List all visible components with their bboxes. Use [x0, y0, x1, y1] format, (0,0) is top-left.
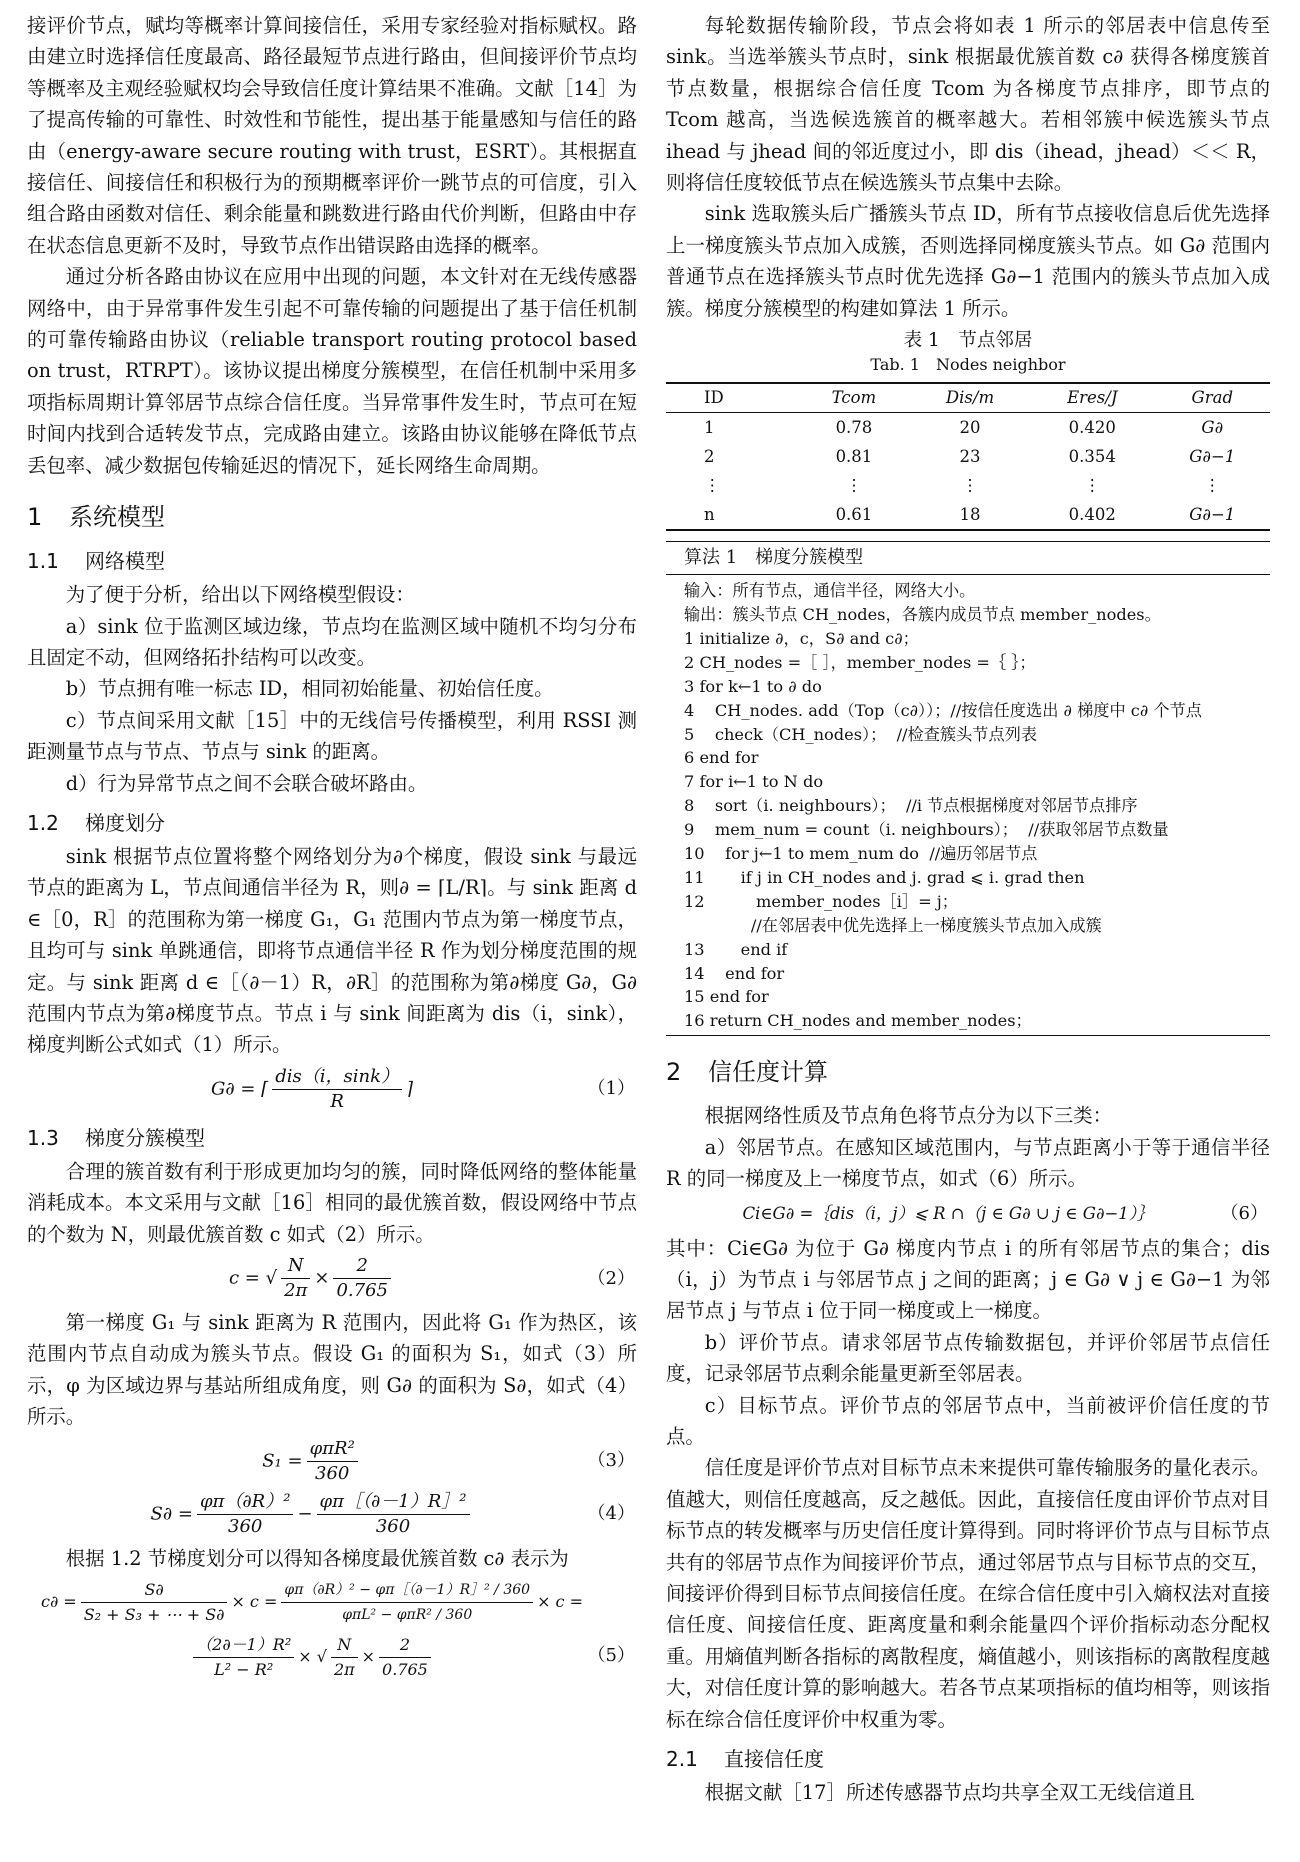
eq5-numerator-2: φπ（∂R）² − φπ［（∂－1）R］² / 360	[281, 1578, 533, 1603]
eq4-numerator-1: φπ（∂R）²	[197, 1490, 294, 1515]
eq3-lhs: S₁ =	[262, 1450, 303, 1472]
algorithm-title: 算法 1 梯度分簇模型	[666, 541, 1270, 575]
table-row	[666, 413, 1270, 443]
equation-number: （5）	[587, 1645, 635, 1667]
table-cell: 2	[704, 447, 715, 467]
eq3-denominator: 360	[315, 1462, 350, 1484]
eq5-denominator-5: 0.765	[382, 1660, 428, 1680]
eq5-fraction-4	[331, 1633, 358, 1682]
left-column	[25, 10, 637, 1862]
table-row	[666, 471, 1270, 500]
eq5-numerator-4: N	[331, 1633, 358, 1658]
table-header: Dis/m	[945, 388, 995, 408]
eq2-lhs: c = √	[229, 1267, 278, 1289]
algorithm-line: 9 mem_num = count（i. neighbours）； //获取邻居节点数量	[684, 820, 1169, 840]
eq2-operator: ×	[314, 1267, 330, 1289]
eq5-fraction-3	[193, 1633, 294, 1682]
equation-number: （4）	[587, 1503, 635, 1525]
eq2-fraction-2	[333, 1254, 391, 1303]
table-header: Grad	[1191, 388, 1234, 408]
table-header: Tcom	[831, 388, 877, 408]
section-heading-system-model	[27, 499, 637, 535]
eq4-denominator-1: 360	[228, 1515, 263, 1537]
table-header: Eres/J	[1067, 388, 1118, 408]
eq5-operator-2: × c =	[537, 1592, 584, 1612]
table-cell: 0.61	[835, 505, 873, 525]
clustering-paragraph-3: 根据 1.2 节梯度划分可以得知各梯度最优簇首数 c∂ 表示为	[65, 1546, 569, 1570]
table-cell: 0.81	[835, 447, 873, 467]
table-cell: 1	[704, 418, 715, 438]
table-cell: ⋮	[1084, 476, 1101, 496]
section-title: 系统模型	[69, 503, 165, 532]
assumption-b: b）节点拥有唯一标志 ID，相同初始能量、初始信任度。	[65, 677, 554, 701]
eq3-fraction	[307, 1437, 358, 1486]
trust-type-b: b）评价节点。请求邻居节点传输数据包，并评价邻居节点信任度，记录邻居节点剩余能量更新至邻居表。	[666, 1330, 1270, 1386]
intro-paragraph-1: 接评价节点，赋均等概率计算间接信任，采用专家经验对指标赋权。路由建立时选择信任度最高、路径最短节点进行路由，但间接评价节点均等概率及主观经验赋权均会导致信任度计算结果不准确。文献［14］为了提高传输的可靠性、时效性和节能性，提出基于能量感知与信任的路由（energy-aware secure routing with trust，ESRT）。其根据直接信任、间接信任和积极行为的预期概率评价一跳节点的可信度，引入组合路由函数对信任、剩余能量和跳数进行路由代价判断，但路由中存在状态信息更新不及时，导致节点作出错误路由选择的概率。	[27, 14, 637, 257]
algorithm-line: 2 CH_nodes =［ ］，member_nodes =｛ ｝；	[684, 652, 1036, 672]
eq4-denominator-2: 360	[375, 1515, 411, 1537]
eq5-operator-4: ×	[361, 1647, 376, 1667]
table-cell: G∂−1	[1189, 505, 1236, 525]
right-paragraph-2: sink 选取簇头后广播簇头节点 ID，所有节点接收信息后优先选择上一梯度簇头节点加入成簇，否则选择同梯度簇头节点。如 G∂ 范围内普通节点在选择簇头节点时优先选择 G∂−1 范围内的簇头节点加入成簇。梯度分簇模型的构建如算法 1 所示。	[666, 202, 1270, 320]
subsection-title: 网络模型	[85, 549, 165, 574]
subsection-title: 梯度划分	[85, 810, 165, 835]
table-row	[666, 442, 1270, 471]
trust-type-a-explanation: 其中：Ci∈G∂ 为位于 G∂ 梯度内节点 i 的所有邻居节点的集合；dis（i，j）为节点 i 与邻居节点 j 之间的距离；j ∈ G∂ ∨ j ∈ G∂−1 为邻居节点 j 与节点 i 位于同一梯度或上一梯度。	[666, 1236, 1270, 1323]
table-cell: ⋮	[1204, 476, 1221, 496]
eq4-fraction-2	[317, 1490, 470, 1539]
algorithm-line: 16 return CH_nodes and member_nodes；	[684, 1011, 1032, 1031]
assumption-d: d）行为异常节点之间不会联合破坏路由。	[65, 771, 428, 795]
eq5-operator-1: × c =	[231, 1592, 278, 1612]
equation-1	[27, 1065, 637, 1114]
eq5-fraction-2	[281, 1578, 533, 1627]
direct-trust-paragraph: 根据文献［17］所述传感器节点均共享全双工无线信道且	[704, 1781, 1195, 1804]
table-cell: G∂−1	[1189, 447, 1236, 467]
intro-paragraph-2: 通过分析各路由协议在应用中出现的问题，本文针对在无线传感器网络中，由于异常事件发生引起不可靠传输的问题提出了基于信任机制的可靠传输路由协议（reliable transport routing protocol based on trust，RTRPT）。该协议提出梯度分簇模型，在信任机制中采用多项指标周期计算邻居节点综合信任度。当异常事件发生时，节点可在短时间内找到合适转发节点，完成路由建立。该路由协议能够在降低节点丢包率、减少数据包传输延迟的情况下，延长网络生命周期。	[27, 265, 637, 477]
algorithm-line: //在邻居表中优先选择上一梯度簇头节点加入成簇	[684, 915, 1102, 935]
assumption-a: a）sink 位于监测区域边缘，节点均在监测区域中随机不均匀分布且固定不动，但网络拓扑结构可以改变。	[27, 614, 637, 669]
table-cell: ⋮	[704, 476, 721, 496]
section-title: 信任度计算	[708, 1058, 828, 1087]
algorithm-line: 4 CH_nodes. add（Top（c∂））；//按信任度选出 ∂ 梯度中 c∂ 个节点	[684, 700, 1202, 720]
algorithm-end-rule	[666, 1033, 1270, 1036]
section-number: 2	[666, 1058, 682, 1087]
clustering-paragraph-1: 合理的簇首数有利于形成更加均匀的簇，同时降低网络的整体能量消耗成本。本文采用与文献［16］相同的最优簇首数，假设网络中节点的个数为 N，则最优簇首数 c 如式（2）所示。	[27, 1159, 637, 1246]
algorithm-line: 3 for k←1 to ∂ do	[684, 676, 822, 696]
table-cell: G∂	[1201, 418, 1224, 438]
eq5-denominator-4: 2π	[333, 1660, 355, 1680]
subsection-number: 1.3	[27, 1125, 59, 1150]
equation-4	[27, 1490, 637, 1539]
eq5-denominator-2: φπL² − φπR² / 360	[342, 1607, 473, 1624]
gradient-paragraph: sink 根据节点位置将整个网络划分为∂个梯度，假设 sink 与最远节点的距离为 L，节点间通信半径为 R，则∂ = ⌈L/R⌉。与 sink 距离 d ∈［0，R］的范围称为第一梯度 G₁，G₁ 范围内节点为第一梯度节点，且均可与 sink 单跳通信，即将节点通信半径 R 作为划分梯度范围的规定。与 sink 距离 d ∈［（∂－1）R，∂R］的范围称为第∂梯度 G∂，G∂范围内节点为第∂梯度节点。节点 i 与 sink 间距离为 dis（i，sink），梯度判断公式如式（1）所示。	[27, 844, 637, 1057]
equation-6	[666, 1199, 1270, 1229]
subsection-title: 梯度分簇模型	[85, 1125, 205, 1150]
algorithm-line: 7 for i←1 to N do	[684, 772, 824, 792]
table-caption-cn: 表 1 节点邻居	[903, 330, 1033, 352]
subsection-heading-clustering	[27, 1122, 637, 1154]
equation-5	[27, 1578, 637, 1682]
table-header-row	[666, 383, 1270, 413]
eq5-denominator-1: S₂ + S₃ + ⋯ + S∂	[83, 1605, 225, 1625]
right-column	[658, 10, 1270, 1862]
algorithm-line: 1 initialize ∂，c，S∂ and c∂；	[684, 628, 919, 648]
eq5-numerator-3: （2∂－1）R²	[193, 1633, 294, 1658]
subsection-title: 直接信任度	[724, 1747, 824, 1771]
algorithm-line: 11 if j in CH_nodes and j. grad ⩽ i. grad then	[684, 867, 1085, 887]
subsection-number: 1.2	[27, 810, 59, 835]
algorithm-line: 14 end for	[684, 963, 785, 983]
trust-intro: 根据网络性质及节点角色将节点分为以下三类：	[704, 1104, 1112, 1128]
eq4-fraction-1	[197, 1490, 294, 1539]
table-cell: 0.420	[1068, 418, 1116, 438]
clustering-paragraph-2: 第一梯度 G₁ 与 sink 距离为 R 范围内，因此将 G₁ 作为热区，该范围内节点自动成为簇头节点。假设 G₁ 的面积为 S₁，如式（3）所示，φ 为区域边界与基站所组成角度，则 G∂ 的面积为 S∂，如式（4）所示。	[27, 1311, 637, 1429]
trust-type-c: c）目标节点。评价节点的邻居节点中，当前被评价信任度的节点。	[666, 1393, 1270, 1448]
network-intro: 为了便于分析，给出以下网络模型假设：	[65, 583, 415, 607]
trust-main-paragraph: 信任度是评价节点对目标节点未来提供可靠传输服务的量化表示。值越大，则信任度越高，反之越低。因此，直接信任度由评价节点对目标节点的转发概率与历史信任度计算得到。同时将评价节点与目标节点共有的邻居节点作为间接评价节点，通过邻居节点与目标节点的交互，间接评价得到目标节点间接信任度。在综合信任度中引入熵权法对直接信任度、间接信任度、距离度量和剩余能量四个评价指标动态分配权重。用熵值判断各指标的离散程度，熵值越小，则该指标的离散程度越大，对信任度计算的影响越大。若各节点某项指标的值均相等，则该指标在综合信任度评价中权重为零。	[666, 1456, 1270, 1731]
eq2-numerator-2: 2	[333, 1254, 391, 1279]
algorithm-line: 8 sort（i. neighbours）； //i 节点根据梯度对邻居节点排序	[684, 796, 1138, 816]
table-cell: 0.78	[835, 418, 873, 438]
eq5-operator-3: × √	[298, 1647, 327, 1667]
eq5-lhs: c∂ =	[40, 1592, 77, 1612]
table-cell: ⋮	[961, 476, 979, 496]
eq1-lhs: G∂ = ⌈	[210, 1078, 269, 1100]
table-caption-en: Tab. 1 Nodes neighbor	[870, 355, 1066, 375]
equation-number: （6）	[1220, 1202, 1268, 1224]
nodes-neighbor-table	[666, 382, 1270, 531]
table-cell: n	[704, 505, 715, 525]
table-cell: 23	[959, 447, 981, 467]
subsection-heading-direct-trust	[666, 1743, 1270, 1775]
section-number: 1	[27, 503, 43, 532]
table-cell: ⋮	[845, 476, 863, 496]
table-row	[666, 500, 1270, 530]
eq5-numerator-1: S∂	[81, 1578, 228, 1603]
eq1-rhs: ⌉	[405, 1078, 414, 1100]
algorithm-line: 12 member_nodes［i］= j；	[684, 891, 958, 911]
eq5-denominator-3: L² − R²	[214, 1660, 274, 1680]
eq1-numerator: dis（i，sink）	[272, 1065, 402, 1090]
section-heading-trust	[666, 1054, 1270, 1090]
algorithm-line: 13 end if	[684, 939, 788, 959]
eq1-fraction	[272, 1065, 402, 1114]
right-paragraph-1: 每轮数据传输阶段，节点会将如表 1 所示的邻居表中信息传至 sink。当选举簇头节点时，sink 根据最优簇首数 c∂ 获得各梯度簇首节点数量，根据综合信任度 Tcom 为各梯度节点排序，即节点的 Tcom 越高，当选候选簇首的概率越大。若相邻簇中候选簇头节点 ihead 与 jhead 间的邻近度过小，即 dis（ihead，jhead）＜＜ R，则将信任度较低节点在候选簇头节点集中去除。	[666, 14, 1270, 195]
table-cell: 0.402	[1068, 505, 1116, 525]
eq6-body: Ci∈G∂ =｛dis（i，j）⩽ R ∩（j ∈ G∂ ∪ j ∈ G∂−1）｝	[742, 1203, 1154, 1223]
eq5-fraction-1	[81, 1578, 228, 1627]
table-cell: 18	[959, 505, 981, 525]
algorithm-line: 6 end for	[684, 748, 759, 768]
eq2-denominator-1: 2π	[284, 1280, 308, 1301]
equation-number: （2）	[587, 1267, 635, 1289]
subsection-number: 2.1	[666, 1747, 698, 1771]
eq2-denominator-2: 0.765	[336, 1280, 388, 1301]
assumption-c: c）节点间采用文献［15］中的无线信号传播模型，利用 RSSI 测距测量节点与节点、节点与 sink 的距离。	[27, 708, 637, 764]
eq3-numerator: φπR²	[307, 1437, 358, 1462]
algorithm-body	[666, 579, 1270, 1033]
eq1-denominator: R	[330, 1090, 344, 1112]
subsection-heading-network-model	[27, 545, 637, 577]
eq4-lhs: S∂ =	[150, 1503, 193, 1525]
equation-number: （3）	[587, 1450, 635, 1472]
subsection-number: 1.1	[27, 549, 59, 574]
algorithm-line: 输出：簇头节点 CH_nodes，各簇内成员节点 member_nodes。	[684, 604, 1161, 624]
subsection-heading-gradient	[27, 807, 637, 839]
eq4-operator: −	[297, 1503, 313, 1525]
algorithm-line: 10 for j←1 to mem_num do //遍历邻居节点	[684, 844, 1038, 864]
eq2-fraction-1	[281, 1254, 310, 1303]
algorithm-line: 输入：所有节点，通信半径，网络大小。	[684, 581, 976, 601]
equation-number: （1）	[587, 1078, 635, 1100]
algorithm-line: 5 check（CH_nodes）； //检查簇头节点列表	[684, 724, 1038, 744]
equation-3	[27, 1437, 637, 1486]
table-header: ID	[704, 388, 724, 408]
table-cell: 20	[959, 418, 981, 438]
algorithm-line: 15 end for	[684, 987, 769, 1007]
trust-type-a: a）邻居节点。在感知区域范围内，与节点距离小于等于通信半径 R 的同一梯度及上一梯度节点，如式（6）所示。	[666, 1135, 1270, 1191]
eq4-numerator-2: φπ［（∂－1）R］²	[317, 1490, 470, 1515]
eq5-fraction-5	[379, 1633, 431, 1682]
eq2-numerator-1: N	[281, 1254, 310, 1279]
equation-2	[27, 1254, 637, 1303]
eq5-numerator-5: 2	[379, 1633, 431, 1658]
table-cell: 0.354	[1068, 447, 1116, 467]
